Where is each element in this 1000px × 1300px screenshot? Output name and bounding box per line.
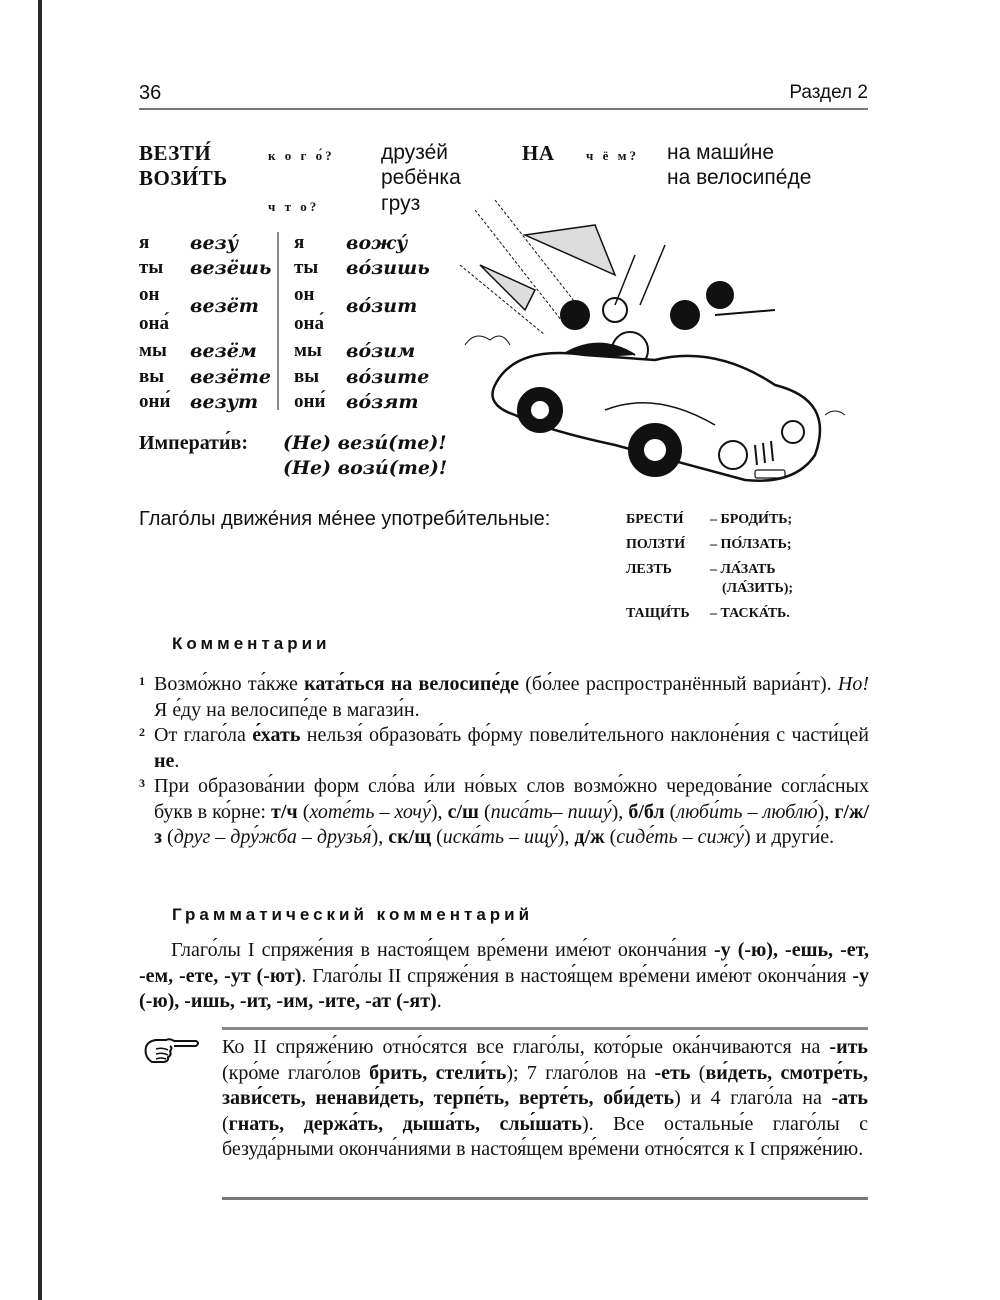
verb-unidirectional: ТАЩИ́ТЬ (626, 606, 690, 621)
header-rule (139, 108, 868, 110)
comments-heading: Комментарии (172, 634, 331, 653)
verb-multidirectional-alt: (ЛА́ЗИТЬ); (722, 581, 794, 596)
verb-form: везут (190, 391, 259, 413)
footnote-1: 1 Возмо́жно та́кже ката́ться на велосипе́де (бо́лее распространённый вариа́нт). Но! Я е́ду на велосипе́де в магази́н. (139, 672, 869, 723)
footnote-number: 3 (139, 776, 145, 790)
note-rule-top (222, 1027, 868, 1030)
question-whom: к о г о́? (268, 148, 335, 163)
imperative-label: Императи́в: (139, 432, 248, 454)
verb-form: во́зим (346, 340, 416, 362)
footnote-number: 1 (139, 674, 145, 688)
verb-form: во́зят (346, 391, 419, 413)
footnote-3: 3 При образова́нии форм сло́ва и́ли но́вых слов возмо́жно чередова́ние согла́сных букв в ко́рне: т/ч (хоте́ть – хочу́), с/ш (писа́ть– пишу́), б/бл (люби́ть – люблю́), г/ж/з (друг – дру́жба – друзья́), ск/щ (иска́ть – ищу́), д/ж (сиде́ть – сижу́) и други́е. (139, 774, 869, 851)
object-cargo: груз (381, 192, 421, 215)
rare-verbs-label: Глаго́лы движе́ния ме́нее употреби́тельные: (139, 508, 551, 530)
car-illustration (455, 195, 875, 500)
pronoun: ты (139, 257, 164, 278)
footnote-2: 2 От глаго́ла е́хать нельзя́ образова́ть фо́рму повели́тельного наклоне́ния с части́цей не. (139, 723, 869, 774)
verb-vozit: ВОЗИ́ТЬ (139, 166, 228, 190)
pronoun: я (139, 232, 150, 253)
question-on-what: ч ё м? (586, 148, 639, 163)
pronoun: она́ (294, 313, 324, 334)
pronoun: я (294, 232, 305, 253)
pronoun: они́ (294, 391, 326, 412)
verb-unidirectional: БРЕСТИ́ (626, 512, 684, 527)
object-child: ребёнка (381, 166, 461, 189)
pronoun: он (139, 284, 160, 305)
footnote-number: 2 (139, 725, 145, 739)
pronoun: она́ (139, 313, 169, 334)
verb-form: во́зите (346, 366, 430, 388)
note-text: Ко II спряже́нию отно́сятся все глаго́лы, кото́рые ока́нчиваются на -ить (кро́ме глаго́лов брить, стели́ть); 7 глаго́лов на -еть (ви́деть, смотре́ть, зави́сеть, ненави́деть, терпе́ть, верте́ть, оби́деть) и 4 глаго́ла на -ать (гнать, держа́ть, дыша́ть, слы́шать). Все остальны́е глаго́лы с безуда́рными оконча́ниями в настоя́щем вре́мени отно́сятся к I спряже́нию. (222, 1036, 868, 1160)
verb-vezti: ВЕЗТИ́ (139, 141, 212, 165)
pronoun: они́ (139, 391, 171, 412)
pointing-hand-icon (142, 1035, 202, 1067)
verb-form: везёте (190, 366, 271, 388)
question-what: ч т о? (268, 199, 320, 214)
verb-form: везу́ (190, 232, 239, 254)
page-number: 36 (139, 82, 162, 104)
verb-multidirectional: – БРОДИ́ТЬ; (710, 512, 793, 527)
comments-list (139, 672, 869, 851)
section-title: Раздел 2 (789, 82, 868, 103)
note-rule-bottom (222, 1197, 868, 1200)
pronoun: ты (294, 257, 319, 278)
pronoun: вы (139, 366, 165, 387)
verb-form: вожу́ (346, 232, 408, 254)
verb-form: во́зишь (346, 257, 430, 279)
column-divider (277, 232, 279, 410)
verb-form: везёшь (190, 257, 272, 279)
verb-form: во́зит (346, 295, 418, 317)
verb-form: везёт (190, 295, 259, 317)
verb-multidirectional: – ПО́ЛЗАТЬ; (710, 537, 792, 552)
pronoun: мы (139, 340, 167, 361)
means-car: на маши́не (667, 141, 775, 164)
means-bicycle: на велосипе́де (667, 166, 812, 189)
page-edge (38, 0, 42, 1300)
preposition-na: НА (522, 141, 555, 165)
object-friends: друзе́й (381, 141, 448, 164)
verb-unidirectional: ЛЕЗТЬ (626, 562, 672, 577)
grammar-heading: Грамматический комментарий (172, 905, 534, 924)
grammar-paragraph: Глаго́лы I спряже́ния в настоя́щем вре́мени име́ют оконча́ния -у (-ю), -ешь, -ет, -ем, -ете, -ут (-ют). Глаго́лы II спряже́ния в настоя́щем вре́мени име́ют оконча́ния -у (-ю), -ишь, -ит, -им, -ите, -ат (-ят). (139, 939, 869, 1012)
verb-unidirectional: ПОЛЗТИ́ (626, 537, 686, 552)
pronoun: мы (294, 340, 322, 361)
verb-form: везём (190, 340, 257, 362)
verb-multidirectional: – ТАСКА́ТЬ. (710, 606, 790, 621)
imperative-form: (Не) вези́(те)! (283, 432, 447, 454)
pronoun: он (294, 284, 315, 305)
verb-multidirectional: – ЛА́ЗАТЬ (710, 562, 776, 577)
pronoun: вы (294, 366, 320, 387)
imperative-form: (Не) вози́(те)! (283, 457, 448, 479)
